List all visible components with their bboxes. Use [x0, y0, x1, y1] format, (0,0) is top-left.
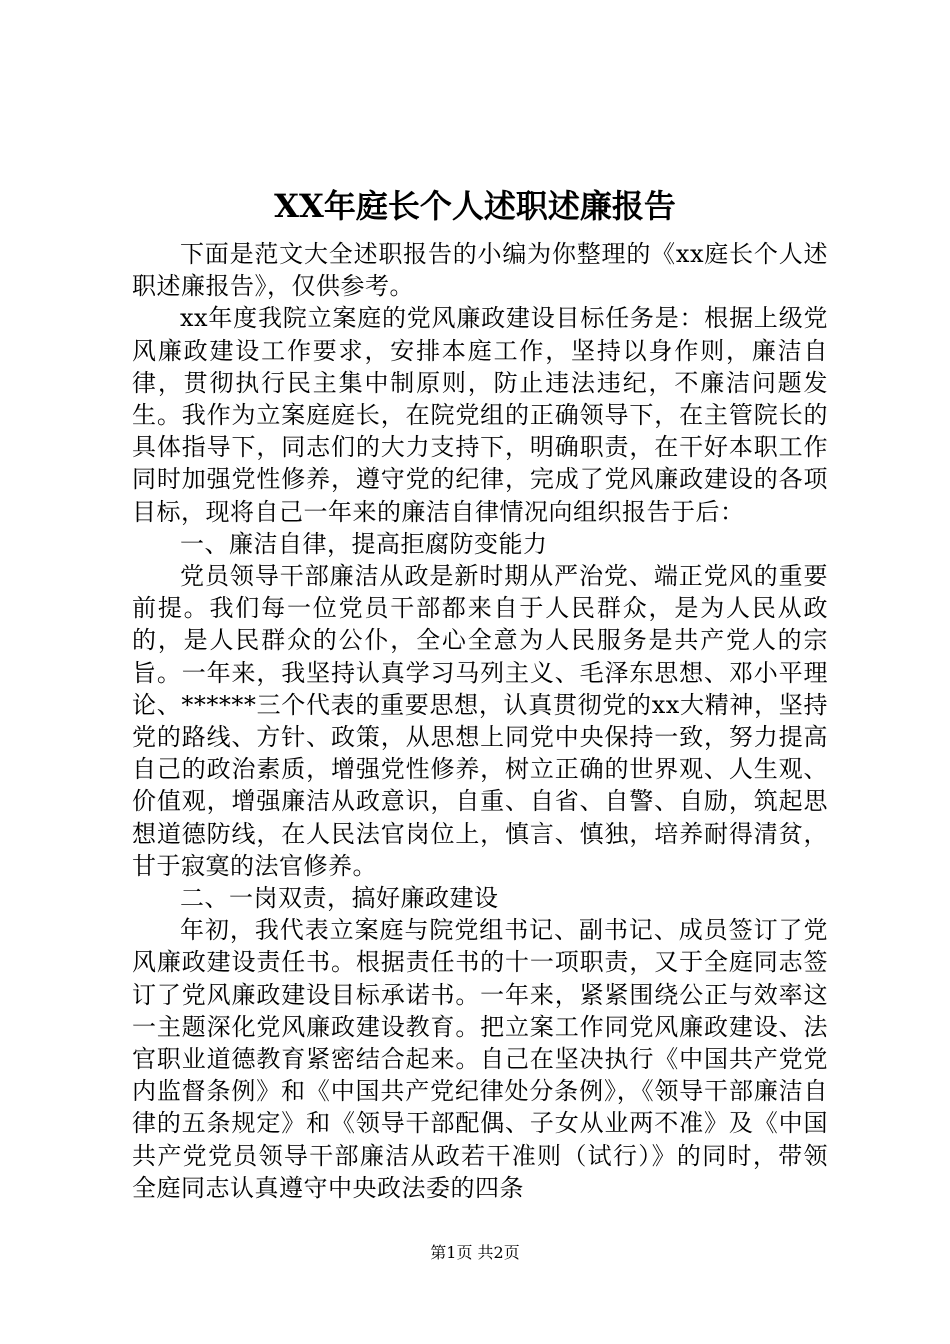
document-body — [132, 238, 828, 1204]
body-paragraph: 党员领导干部廉洁从政是新时期从严治党、端正党风的重要前提。我们每一位党员干部都来自于人民群众，是为人民从政的，是人民群众的公仆，全心全意为人民服务是共产党人的宗旨。一年来，我坚持认真学习马列主义、毛泽东思想、邓小平理论、******三个代表的重要思想，认真贯彻党的xx大精神，坚持党的路线、方针、政策，从思想上同党中央保持一致，努力提高自己的政治素质，增强党性修养，树立正确的世界观、人生观、价值观，增强廉洁从政意识，自重、自省、自警、自励，筑起思想道德防线，在人民法官岗位上，慎言、慎独，培养耐得清贫，甘于寂寞的法官修养。 — [132, 562, 828, 880]
document-title: XX年庭长个人述职述廉报告 — [274, 187, 676, 225]
section-heading-1: 一、廉洁自律，提高拒腐防变能力 — [180, 529, 548, 558]
intro-paragraph: 下面是范文大全述职报告的小编为你整理的《xx庭长个人述职述廉报告》，仅供参考。 — [132, 240, 828, 301]
body-paragraph: 年初，我代表立案庭与院党组书记、副书记、成员签订了党风廉政建设责任书。根据责任书的十一项职责，又于全庭同志签订了党风廉政建设目标承诺书。一年来，紧紧围绕公正与效率这一主题深化党风廉政建设教育。把立案工作同党风廉政建设、法官职业道德教育紧密结合起来。自己在坚决执行《中国共产党党内监督条例》和《中国共产党纪律处分条例》，《领导干部廉洁自律的五条规定》和《领导干部配偶、子女从业两不准》及《中国共产党党员领导干部廉洁从政若干准则（试行）》的同时，带领全庭同志认真遵守中央政法委的四条 — [132, 916, 828, 1202]
section-heading-2: 二、一岗双责，搞好廉政建设 — [180, 884, 499, 913]
page-number: 第1页 共2页 — [430, 1243, 520, 1262]
body-paragraph: xx年度我院立案庭的党风廉政建设目标任务是：根据上级党风廉政建设工作要求，安排本庭工作，坚持以身作则，廉洁自律，贯彻执行民主集中制原则，防止违法违纪，不廉洁问题发生。我作为立案庭庭长，在院党组的正确领导下，在主管院长的具体指导下，同志们的大力支持下，明确职责，在干好本职工作同时加强党性修养，遵守党的纪律，完成了党风廉政建设的各项目标，现将自己一年来的廉洁自律情况向组织报告于后： — [132, 304, 828, 526]
